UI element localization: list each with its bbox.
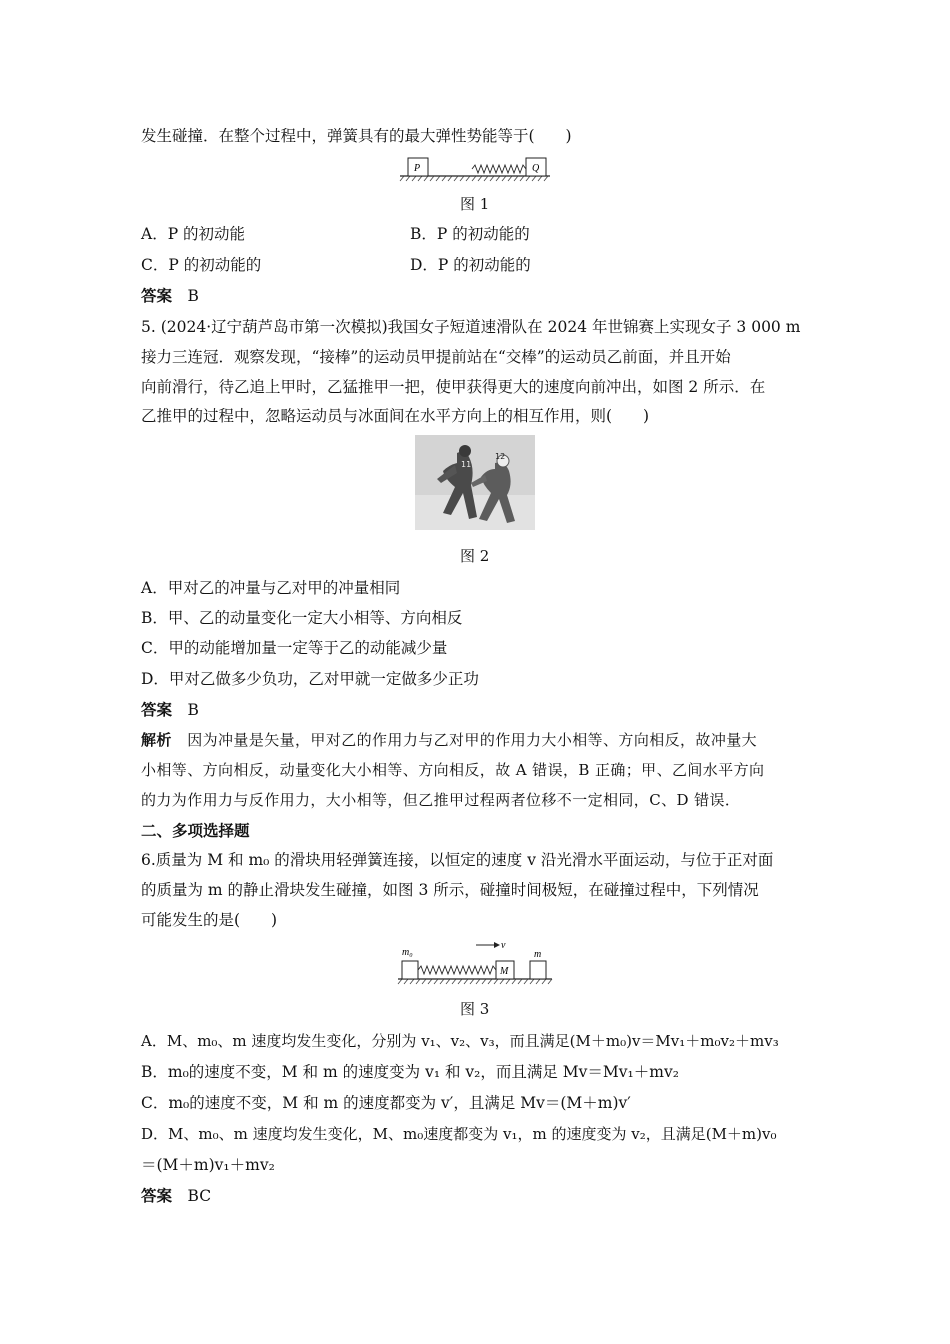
q4-option-b: B．P 的初动能的 xyxy=(410,225,530,243)
q5-stem-line-4: 乙推甲的过程中，忽略运动员与冰面间在水平方向上的相互作用，则( ) xyxy=(141,407,650,425)
answer-label: 答案 xyxy=(141,1187,173,1205)
q6-stem-line-3: 可能发生的是( ) xyxy=(141,911,278,929)
q5-option-d: D．甲对乙做多少负功，乙对甲就一定做多少正功 xyxy=(141,670,479,688)
q4-option-d: D．P 的初动能的 xyxy=(410,256,531,274)
q5-answer xyxy=(141,700,199,720)
q4-option-c: C．P 的初动能的 xyxy=(141,256,262,274)
arrow-head-icon xyxy=(494,942,500,948)
section-title: 二、多项选择题 xyxy=(141,822,250,840)
q4-stem-tail: 发生碰撞．在整个过程中，弹簧具有的最大弹性势能等于( ) xyxy=(141,127,572,145)
q5-stem-line-2: 接力三连冠．观察发现，“接棒”的运动员甲提前站在“交棒”的运动员乙前面，并且开始 xyxy=(141,348,731,366)
answer-value: BC xyxy=(187,1187,212,1205)
label-v: v xyxy=(501,940,506,951)
answer-value: B xyxy=(187,701,199,719)
spring xyxy=(472,165,526,173)
q4-option-a: A．P 的初动能 xyxy=(141,225,246,243)
q5-analysis-line-3: 的力为作用力与反作用力，大小相等，但乙推甲过程两者位移不一定相同，C、D 错误． xyxy=(141,791,741,809)
q6-stem-line-2: 的质量为 m 的静止滑块发生碰撞，如图 3 所示，碰撞时间极短，在碰撞过程中，下列情况 xyxy=(141,881,759,899)
answer-label: 答案 xyxy=(141,701,173,719)
q6-stem-line-1: 6.质量为 M 和 m₀ 的滑块用轻弹簧连接，以恒定的速度 v 沿光滑水平面运动，与位于正对面 xyxy=(141,851,774,869)
bib-12: 12 xyxy=(495,452,506,461)
q4-answer xyxy=(141,286,199,306)
q5-stem-line-1: 5. (2024·辽宁葫芦岛市第一次模拟)我国女子短道速滑队在 2024 年世锦赛上实现女子 3 000 m xyxy=(141,318,801,336)
label-m0: m₀ xyxy=(402,947,413,958)
figure-2-caption: 图 2 xyxy=(460,547,490,565)
label-m: m xyxy=(534,949,542,960)
q6-option-d-line-1: D．M、m₀、m 速度均发生变化，M、m₀速度都变为 v₁，m 的速度变为 v₂，且满足(M＋m)v₀ xyxy=(141,1125,777,1143)
q6-option-b: B．m₀的速度不变，M 和 m 的速度变为 v₁ 和 v₂，而且满足 Mv＝Mv₁＋mv₂ xyxy=(141,1063,679,1081)
q5-option-c: C．甲的动能增加量一定等于乙的动能减少量 xyxy=(141,639,448,657)
q5-option-a: A．甲对乙的冲量与乙对甲的冲量相同 xyxy=(141,579,401,597)
bib-11: 11 xyxy=(461,460,472,469)
skaters-photo xyxy=(415,435,535,530)
block-p-label: P xyxy=(414,163,421,174)
block-m xyxy=(530,961,546,979)
figure-3-caption: 图 3 xyxy=(460,1000,490,1018)
answer-label: 答案 xyxy=(141,287,173,305)
spring xyxy=(418,966,496,974)
block-m0 xyxy=(402,961,418,979)
q6-option-c: C．m₀的速度不变，M 和 m 的速度都变为 v′，且满足 Mv＝(M＋m)v′ xyxy=(141,1094,631,1112)
q6-option-a: A．M、m₀、m 速度均发生变化，分别为 v₁、v₂、v₃，而且满足(M＋m₀)v＝Mv₁＋m₀v₂＋mv₃ xyxy=(141,1032,779,1050)
q5-stem-line-3: 向前滑行，待乙追上甲时，乙猛推甲一把，使甲获得更大的速度向前冲出，如图 2 所示．在 xyxy=(141,378,766,396)
answer-value: B xyxy=(187,287,199,305)
q5-analysis-line-1: 解析 因为冲量是矢量，甲对乙的作用力与乙对甲的作用力大小相等、方向相反，故冲量大 xyxy=(141,731,758,749)
figure-1-caption: 图 1 xyxy=(460,195,490,213)
q6-answer xyxy=(141,1186,211,1206)
block-q-label: Q xyxy=(532,163,540,174)
figure-3 xyxy=(396,939,556,989)
analysis-label: 解析 xyxy=(141,731,172,749)
label-M: M xyxy=(500,966,509,977)
q6-option-d-line-2: ＝(M＋m)v₁＋mv₂ xyxy=(141,1156,275,1174)
q5-option-b: B．甲、乙的动量变化一定大小相等、方向相反 xyxy=(141,609,463,627)
q5-analysis-line-2: 小相等、方向相反，动量变化大小相等、方向相反，故 A 错误，B 正确；甲、乙间水平方向 xyxy=(141,761,765,779)
figure-1 xyxy=(398,154,553,182)
